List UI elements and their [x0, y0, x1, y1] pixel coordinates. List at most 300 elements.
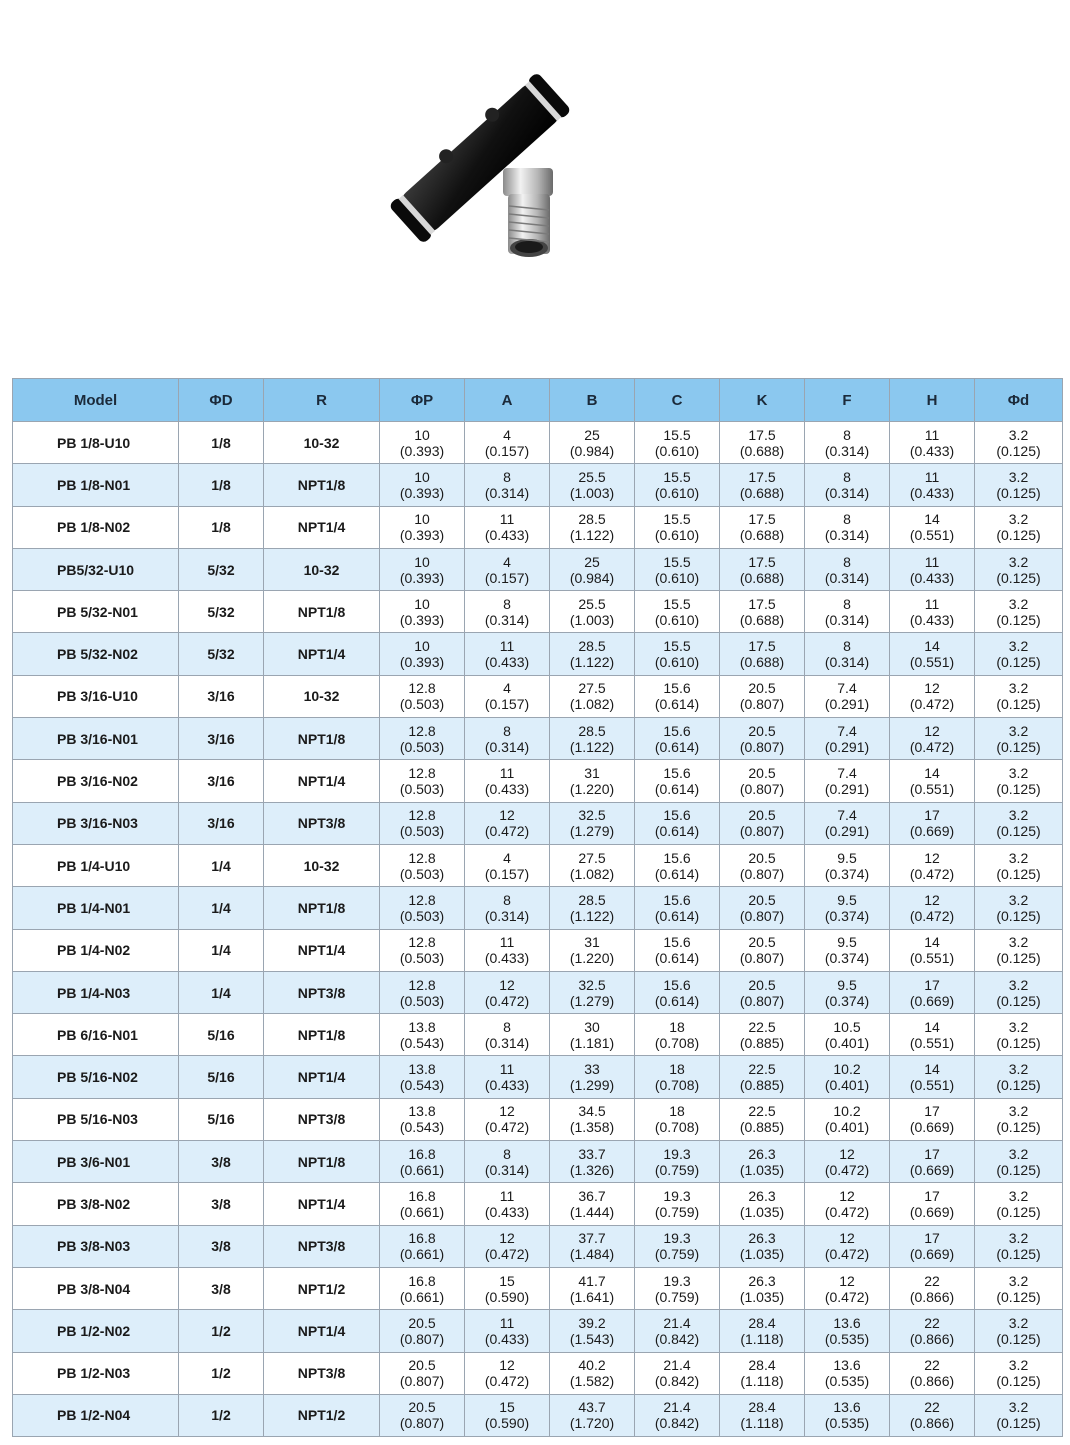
- table-row: [13, 844, 1063, 886]
- value-inch: (0.472): [909, 696, 955, 713]
- thread-cell: NPT1/2: [264, 1394, 380, 1436]
- value-mm: 16.8: [408, 1145, 436, 1162]
- value-mm: 12.8: [408, 807, 436, 824]
- value-mm: 15.6: [663, 891, 691, 908]
- od-cell: 3/16: [179, 760, 264, 802]
- value-inch: (1.279): [569, 992, 615, 1009]
- thread-cell: NPT3/8: [264, 1225, 380, 1267]
- value-inch: (1.035): [739, 1246, 785, 1263]
- value-inch: (0.472): [824, 1203, 870, 1220]
- value-inch: (0.688): [739, 654, 785, 671]
- dimension-cell: [550, 929, 635, 971]
- value-inch: (0.669): [909, 1119, 955, 1136]
- value-mm: 11: [924, 426, 940, 443]
- value-inch: (0.472): [824, 1161, 870, 1178]
- od-cell: 3/8: [179, 1225, 264, 1267]
- value-mm: 21.4: [663, 1357, 691, 1374]
- dimension-cell: [380, 929, 465, 971]
- value-mm: 12.8: [408, 849, 436, 866]
- value-mm: 13.8: [408, 1061, 436, 1078]
- value-mm: 14: [924, 511, 940, 528]
- dimension-cell: [890, 887, 975, 929]
- dimension-cell: [550, 548, 635, 590]
- value-inch: (0.125): [996, 1077, 1041, 1094]
- value-mm: 25: [584, 426, 600, 443]
- value-mm: 8: [843, 468, 851, 485]
- value-mm: 10.5: [833, 1018, 861, 1035]
- table-row: [13, 1014, 1063, 1056]
- dimension-cell: [720, 1014, 805, 1056]
- value-inch: (0.314): [824, 611, 870, 628]
- model-cell: PB 1/2-N03: [13, 1352, 179, 1394]
- value-mm: 12.8: [408, 765, 436, 782]
- value-mm: 27.5: [578, 849, 606, 866]
- value-mm: 17.5: [748, 553, 776, 570]
- value-inch: (0.669): [909, 823, 955, 840]
- header-b: B: [550, 379, 635, 422]
- model-cell: PB 1/2-N02: [13, 1310, 179, 1352]
- value-mm: 3.2: [1008, 1357, 1029, 1374]
- value-mm: 8: [843, 511, 851, 528]
- dimension-cell: [805, 506, 890, 548]
- value-inch: (1.444): [569, 1203, 615, 1220]
- thread-cell: 10-32: [264, 675, 380, 717]
- value-inch: (0.661): [399, 1246, 445, 1263]
- value-mm: 17.5: [748, 511, 776, 528]
- header-model: Model: [13, 379, 179, 422]
- value-inch: (1.118): [740, 1373, 784, 1390]
- value-mm: 15.5: [663, 511, 691, 528]
- value-mm: 28.4: [748, 1357, 776, 1374]
- value-inch: (0.472): [484, 823, 530, 840]
- table-header-row: [13, 379, 1063, 422]
- value-mm: 3.2: [1008, 468, 1029, 485]
- value-mm: 28.5: [578, 511, 606, 528]
- od-cell: 1/8: [179, 506, 264, 548]
- value-inch: (1.326): [569, 1161, 615, 1178]
- dimension-cell: [465, 1394, 550, 1436]
- dimension-cell: [720, 1225, 805, 1267]
- value-mm: 17.5: [748, 638, 776, 655]
- value-mm: 22: [924, 1314, 940, 1331]
- thread-cell: NPT3/8: [264, 1352, 380, 1394]
- value-inch: (0.472): [484, 1373, 530, 1390]
- value-inch: (0.393): [399, 484, 445, 501]
- value-mm: 4: [503, 680, 511, 697]
- value-inch: (1.122): [569, 907, 615, 924]
- value-mm: 28.5: [578, 891, 606, 908]
- dimension-cell: [975, 1014, 1063, 1056]
- model-cell: PB 3/16-N02: [13, 760, 179, 802]
- value-mm: 12: [839, 1145, 855, 1162]
- table-row: [13, 1394, 1063, 1436]
- value-inch: (0.669): [909, 1203, 955, 1220]
- dimension-cell: [975, 1183, 1063, 1225]
- dimension-cell: [380, 718, 465, 760]
- value-inch: (0.503): [399, 738, 445, 755]
- value-mm: 14: [924, 1061, 940, 1078]
- value-inch: (1.082): [569, 696, 615, 713]
- value-inch: (0.866): [909, 1373, 955, 1390]
- value-inch: (0.125): [996, 781, 1041, 798]
- value-mm: 3.2: [1008, 511, 1029, 528]
- dimension-cell: [890, 1141, 975, 1183]
- value-mm: 12: [499, 1103, 515, 1120]
- value-inch: (0.842): [654, 1330, 700, 1347]
- value-mm: 15.6: [663, 849, 691, 866]
- value-inch: (0.393): [399, 442, 445, 459]
- od-cell: 5/32: [179, 548, 264, 590]
- value-inch: (0.125): [996, 1373, 1041, 1390]
- dimension-cell: [805, 1056, 890, 1098]
- dimension-cell: [720, 1141, 805, 1183]
- dimension-cell: [805, 929, 890, 971]
- dimension-cell: [465, 464, 550, 506]
- value-mm: 12.8: [408, 976, 436, 993]
- dimension-cell: [380, 760, 465, 802]
- value-inch: (0.688): [739, 527, 785, 544]
- value-inch: (1.220): [569, 950, 615, 967]
- value-mm: 3.2: [1008, 807, 1029, 824]
- dimension-cell: [635, 591, 720, 633]
- table-row: [13, 1056, 1063, 1098]
- value-mm: 28.5: [578, 722, 606, 739]
- dimension-cell: [805, 718, 890, 760]
- value-mm: 20.5: [408, 1357, 436, 1374]
- model-cell: PB 1/8-U10: [13, 422, 179, 464]
- dimension-cell: [550, 464, 635, 506]
- value-mm: 31: [584, 765, 600, 782]
- value-inch: (0.125): [996, 1415, 1041, 1432]
- od-cell: 3/8: [179, 1183, 264, 1225]
- od-cell: 5/16: [179, 1098, 264, 1140]
- value-inch: (0.374): [824, 992, 870, 1009]
- dimension-cell: [890, 506, 975, 548]
- dimension-cell: [805, 591, 890, 633]
- value-mm: 20.5: [748, 934, 776, 951]
- value-inch: (0.401): [824, 1077, 870, 1094]
- value-inch: (0.503): [399, 950, 445, 967]
- dimension-cell: [380, 633, 465, 675]
- table-row: [13, 1183, 1063, 1225]
- dimension-cell: [635, 1225, 720, 1267]
- value-inch: (0.125): [996, 696, 1041, 713]
- value-inch: (0.125): [996, 442, 1041, 459]
- value-inch: (0.125): [996, 992, 1041, 1009]
- od-cell: 3/16: [179, 802, 264, 844]
- value-mm: 10: [414, 426, 430, 443]
- value-inch: (0.314): [484, 738, 530, 755]
- value-mm: 4: [503, 553, 511, 570]
- value-mm: 10: [414, 638, 430, 655]
- od-cell: 1/2: [179, 1394, 264, 1436]
- dimension-cell: [465, 1141, 550, 1183]
- dimension-cell: [635, 506, 720, 548]
- model-cell: PB 5/16-N02: [13, 1056, 179, 1098]
- value-inch: (0.472): [484, 992, 530, 1009]
- value-mm: 3.2: [1008, 1187, 1029, 1204]
- dimension-cell: [890, 718, 975, 760]
- dimension-cell: [465, 506, 550, 548]
- dimension-cell: [805, 1394, 890, 1436]
- dimension-cell: [635, 971, 720, 1013]
- value-mm: 4: [503, 426, 511, 443]
- dimension-cell: [805, 464, 890, 506]
- dimension-cell: [465, 1310, 550, 1352]
- dimension-cell: [635, 929, 720, 971]
- value-inch: (0.551): [909, 1077, 955, 1094]
- table-row: [13, 1310, 1063, 1352]
- value-inch: (0.614): [654, 781, 700, 798]
- value-inch: (0.125): [996, 1161, 1041, 1178]
- value-mm: 3.2: [1008, 426, 1029, 443]
- value-inch: (1.358): [569, 1119, 615, 1136]
- dimension-cell: [635, 1098, 720, 1140]
- table-row: [13, 464, 1063, 506]
- value-mm: 8: [843, 426, 851, 443]
- dimension-cell: [975, 971, 1063, 1013]
- table-row: [13, 929, 1063, 971]
- value-inch: (0.551): [909, 527, 955, 544]
- value-inch: (1.082): [569, 865, 615, 882]
- dimension-cell: [635, 1310, 720, 1352]
- value-mm: 13.6: [833, 1399, 861, 1416]
- value-mm: 15.5: [663, 426, 691, 443]
- table-row: [13, 675, 1063, 717]
- dimension-cell: [465, 971, 550, 1013]
- dimension-cell: [550, 718, 635, 760]
- value-inch: (0.885): [739, 1034, 785, 1051]
- dimension-cell: [635, 1394, 720, 1436]
- dimension-cell: [805, 1183, 890, 1225]
- value-mm: 11: [499, 934, 515, 951]
- dimension-cell: [975, 591, 1063, 633]
- table-row: [13, 1098, 1063, 1140]
- value-mm: 10: [414, 468, 430, 485]
- dimension-cell: [550, 802, 635, 844]
- value-mm: 12: [839, 1230, 855, 1247]
- value-inch: (0.885): [739, 1119, 785, 1136]
- dimension-cell: [465, 675, 550, 717]
- dimension-cell: [890, 844, 975, 886]
- dimension-cell: [465, 1056, 550, 1098]
- dimension-cell: [975, 718, 1063, 760]
- value-inch: (0.472): [484, 1119, 530, 1136]
- dimension-cell: [975, 1141, 1063, 1183]
- value-inch: (0.807): [739, 781, 785, 798]
- dimension-cell: [975, 1098, 1063, 1140]
- dimension-cell: [380, 1267, 465, 1309]
- value-inch: (0.503): [399, 696, 445, 713]
- value-inch: (1.035): [739, 1161, 785, 1178]
- value-mm: 13.8: [408, 1103, 436, 1120]
- value-inch: (0.661): [399, 1161, 445, 1178]
- dimension-cell: [720, 760, 805, 802]
- value-inch: (0.866): [909, 1288, 955, 1305]
- value-mm: 10.2: [833, 1061, 861, 1078]
- value-mm: 15.6: [663, 765, 691, 782]
- dimension-cell: [890, 802, 975, 844]
- value-mm: 3.2: [1008, 553, 1029, 570]
- value-inch: (0.807): [739, 992, 785, 1009]
- value-inch: (1.118): [740, 1330, 784, 1347]
- dimension-cell: [890, 1098, 975, 1140]
- value-inch: (0.433): [484, 1077, 530, 1094]
- value-inch: (0.610): [654, 611, 700, 628]
- value-mm: 21.4: [663, 1399, 691, 1416]
- value-mm: 8: [503, 891, 511, 908]
- value-inch: (0.314): [824, 484, 870, 501]
- dimension-cell: [720, 887, 805, 929]
- od-cell: 1/8: [179, 464, 264, 506]
- value-inch: (0.614): [654, 738, 700, 755]
- dimension-cell: [465, 1225, 550, 1267]
- value-mm: 12.8: [408, 891, 436, 908]
- thread-cell: NPT1/8: [264, 718, 380, 760]
- dimension-cell: [890, 675, 975, 717]
- value-inch: (0.807): [739, 950, 785, 967]
- dimension-cell: [975, 1394, 1063, 1436]
- value-mm: 8: [503, 595, 511, 612]
- dimension-cell: [635, 1267, 720, 1309]
- dimension-cell: [465, 718, 550, 760]
- value-inch: (0.759): [654, 1246, 700, 1263]
- dimension-cell: [635, 633, 720, 675]
- thread-cell: NPT1/4: [264, 633, 380, 675]
- value-inch: (0.401): [824, 1119, 870, 1136]
- thread-cell: NPT3/8: [264, 802, 380, 844]
- value-mm: 12: [499, 807, 515, 824]
- value-inch: (0.314): [824, 442, 870, 459]
- dimension-cell: [890, 1352, 975, 1394]
- value-inch: (0.433): [909, 484, 955, 501]
- dimension-cell: [975, 548, 1063, 590]
- od-cell: 1/4: [179, 844, 264, 886]
- value-inch: (0.291): [824, 696, 870, 713]
- model-cell: PB 1/8-N02: [13, 506, 179, 548]
- model-cell: PB 1/4-U10: [13, 844, 179, 886]
- dimension-cell: [720, 506, 805, 548]
- dimension-cell: [465, 1098, 550, 1140]
- value-mm: 3.2: [1008, 680, 1029, 697]
- value-mm: 32.5: [578, 976, 606, 993]
- dimension-cell: [465, 929, 550, 971]
- value-inch: (0.125): [996, 654, 1041, 671]
- value-mm: 31: [584, 934, 600, 951]
- thread-cell: NPT1/4: [264, 1183, 380, 1225]
- dimension-cell: [975, 844, 1063, 886]
- value-mm: 22.5: [748, 1103, 776, 1120]
- value-inch: (0.433): [484, 654, 530, 671]
- thread-cell: NPT1/4: [264, 506, 380, 548]
- thread-cell: 10-32: [264, 844, 380, 886]
- value-mm: 3.2: [1008, 976, 1029, 993]
- header-f: F: [805, 379, 890, 422]
- value-mm: 12.8: [408, 722, 436, 739]
- value-mm: 12.8: [408, 934, 436, 951]
- value-mm: 15.6: [663, 934, 691, 951]
- value-inch: (1.035): [739, 1288, 785, 1305]
- od-cell: 3/16: [179, 718, 264, 760]
- table-row: [13, 971, 1063, 1013]
- value-mm: 11: [499, 638, 515, 655]
- dimension-cell: [720, 929, 805, 971]
- header-c: C: [635, 379, 720, 422]
- value-inch: (0.125): [996, 865, 1041, 882]
- dimension-cell: [805, 1267, 890, 1309]
- od-cell: 1/8: [179, 422, 264, 464]
- value-mm: 12: [499, 976, 515, 993]
- value-inch: (0.314): [484, 1034, 530, 1051]
- dimension-cell: [550, 971, 635, 1013]
- dimension-cell: [720, 971, 805, 1013]
- dimension-cell: [550, 633, 635, 675]
- value-inch: (0.125): [996, 569, 1041, 586]
- dimension-cell: [805, 760, 890, 802]
- value-inch: (0.669): [909, 992, 955, 1009]
- dimension-cell: [380, 548, 465, 590]
- value-mm: 22.5: [748, 1018, 776, 1035]
- value-inch: (0.125): [996, 738, 1041, 755]
- value-mm: 9.5: [837, 934, 857, 951]
- value-mm: 7.4: [837, 807, 857, 824]
- value-mm: 15.6: [663, 722, 691, 739]
- value-mm: 15.5: [663, 468, 691, 485]
- dimension-cell: [465, 548, 550, 590]
- value-inch: (1.003): [569, 484, 615, 501]
- value-inch: (1.279): [569, 823, 615, 840]
- value-mm: 28.4: [748, 1314, 776, 1331]
- dimension-cell: [890, 548, 975, 590]
- value-inch: (0.610): [654, 442, 700, 459]
- value-mm: 9.5: [837, 849, 857, 866]
- value-inch: (0.125): [996, 1203, 1041, 1220]
- dimension-cell: [805, 887, 890, 929]
- value-mm: 11: [499, 1314, 515, 1331]
- value-mm: 43.7: [578, 1399, 606, 1416]
- value-mm: 3.2: [1008, 765, 1029, 782]
- value-inch: (0.551): [909, 950, 955, 967]
- dimension-cell: [890, 422, 975, 464]
- dimension-cell: [635, 1141, 720, 1183]
- dimension-cell: [890, 1225, 975, 1267]
- table-row: [13, 633, 1063, 675]
- value-inch: (1.003): [569, 611, 615, 628]
- value-mm: 28.5: [578, 638, 606, 655]
- header-od: ΦD: [179, 379, 264, 422]
- value-inch: (0.688): [739, 484, 785, 501]
- value-mm: 11: [499, 765, 515, 782]
- value-mm: 9.5: [837, 976, 857, 993]
- dimension-cell: [890, 1056, 975, 1098]
- value-mm: 21.4: [663, 1314, 691, 1331]
- od-cell: 3/8: [179, 1141, 264, 1183]
- value-mm: 22.5: [748, 1061, 776, 1078]
- value-inch: (0.314): [484, 1161, 530, 1178]
- dimension-cell: [890, 1394, 975, 1436]
- value-inch: (0.759): [654, 1161, 700, 1178]
- dimension-cell: [380, 1394, 465, 1436]
- value-inch: (1.122): [569, 654, 615, 671]
- value-inch: (0.125): [996, 950, 1041, 967]
- dimension-cell: [890, 464, 975, 506]
- dimension-cell: [465, 844, 550, 886]
- value-inch: (0.535): [824, 1330, 870, 1347]
- dimension-cell: [720, 802, 805, 844]
- value-mm: 33: [584, 1061, 600, 1078]
- dimension-cell: [720, 1310, 805, 1352]
- dimension-cell: [465, 1183, 550, 1225]
